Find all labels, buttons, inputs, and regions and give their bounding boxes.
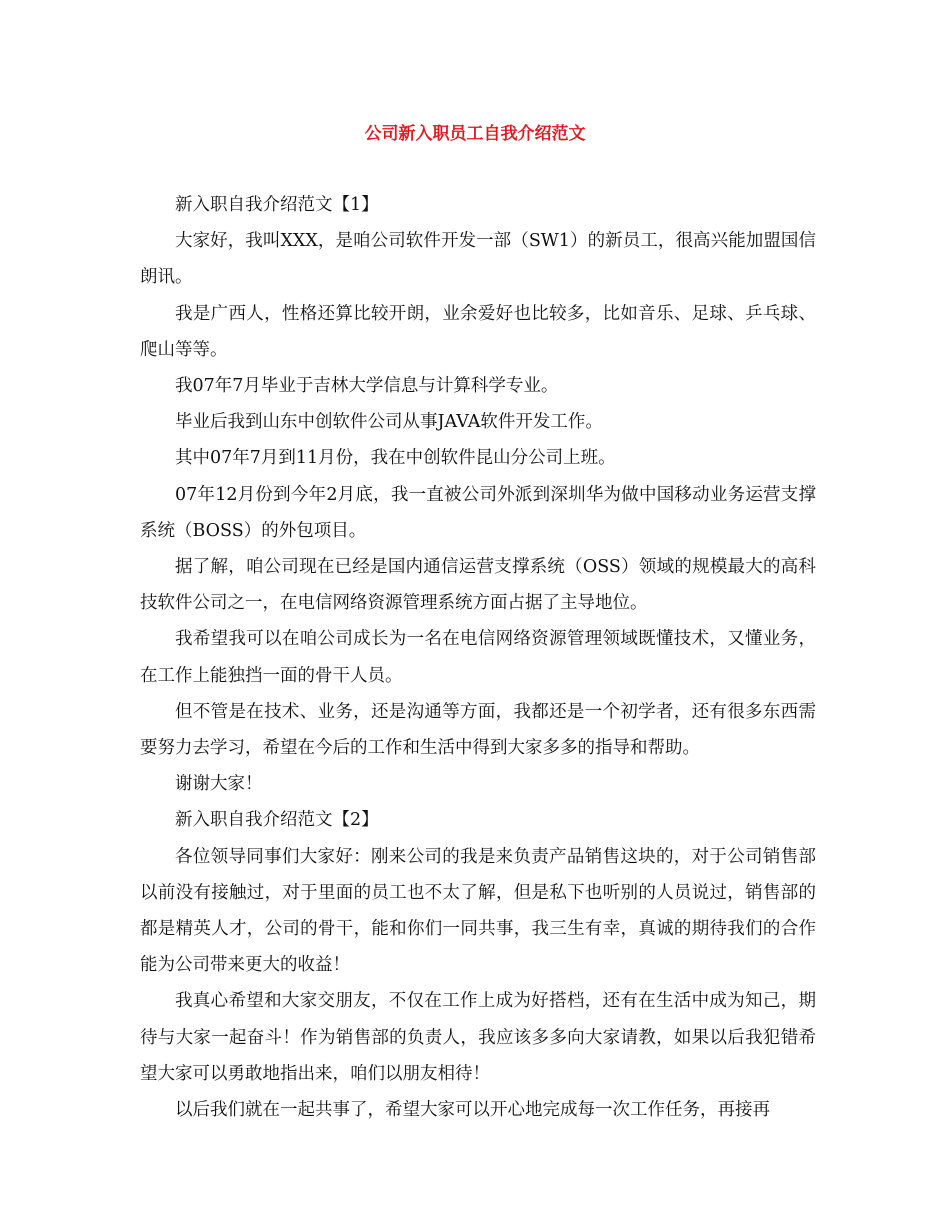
section-heading-1: 新入职自我介绍范文【1】	[175, 195, 379, 215]
body-paragraph: 毕业后我到山东中创软件公司从事JAVA软件开发工作。	[175, 412, 603, 433]
body-paragraph: 我真心希望和大家交朋友，不仅在工作上成为好搭档，还有在生活中成为知己，期待与大家一起奋斗！作为销售部的负责人，我应该多多向大家请教，如果以后我犯错希望大家可以勇敢地指出来，咱们以朋友相待！	[140, 991, 816, 1084]
section-heading-2: 新入职自我介绍范文【2】	[175, 810, 379, 831]
body-paragraph: 以后我们就在一起共事了，希望大家可以开心地完成每一次工作任务，再接再	[175, 1100, 770, 1121]
body-paragraph: 谢谢大家！	[175, 774, 263, 795]
body-paragraph: 我是广西人，性格还算比较开朗，业余爱好也比较多，比如音乐、足球、乒乓球、爬山等等。	[140, 303, 816, 360]
body-paragraph: 但不管是在技术、业务，还是沟通等方面，我都还是一个初学者，还有很多东西需要努力去学习，希望在今后的工作和生活中得到大家多多的指导和帮助。	[140, 701, 816, 759]
document-title: 公司新入职员工自我介绍范文	[364, 124, 586, 144]
body-paragraph: 其中07年7月到11月份，我在中创软件昆山分公司上班。	[175, 448, 616, 469]
body-paragraph: 各位领导同事们大家好：刚来公司的我是来负责产品销售这块的，对于公司销售部以前没有接触过，对于里面的员工也不太了解，但是私下也听别的人员说过，销售部的都是精英人才，公司的骨干，能和你们一同共事，我三生有幸，真诚的期待我们的合作能为公司带来更大的收益！	[140, 846, 816, 976]
body-paragraph: 据了解，咱公司现在已经是国内通信运营支撑系统（OSS）领域的规模最大的高科技软件公司之一，在电信网络资源管理系统方面占据了主导地位。	[140, 557, 816, 614]
body-paragraph: 07年12月份到今年2月底，我一直被公司外派到深圳华为做中国移动业务运营支撑系统（BOSS）的外包项目。	[140, 484, 816, 541]
body-paragraph: 我希望我可以在咱公司成长为一名在电信网络资源管理领域既懂技术，又懂业务，在工作上能独挡一面的骨干人员。	[140, 629, 816, 686]
body-paragraph: 大家好，我叫XXX，是咱公司软件开发一部（SW1）的新员工，很高兴能加盟国信朗讯。	[140, 231, 816, 288]
body-paragraph: 我07年7月毕业于吉林大学信息与计算科学专业。	[175, 376, 559, 397]
document-body	[140, 187, 816, 1128]
